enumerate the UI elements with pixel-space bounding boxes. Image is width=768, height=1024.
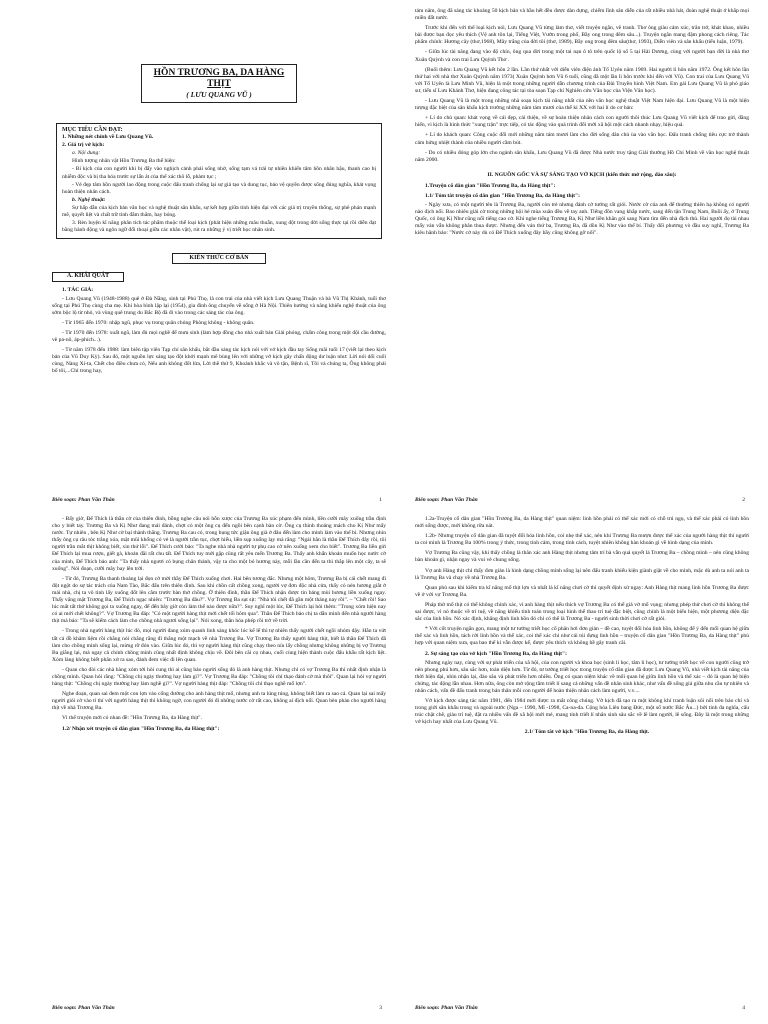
author-heading: 1. TÁC GIẢ: bbox=[62, 286, 94, 293]
paragraph: Trước khi đến với thể loại kịch nói, Lưu Quang Vũ từng làm thơ, viết truyện ngắn, vẽ tranh. Thơ ông giàu cảm xúc, trăn trở, khát khao, nhiều bài được bạn đọc yêu thích (Vệ anh tôn lại, Tiếng Việt, Vườn trong phố, Bầy ong trong đêm sâu...). Truyện ngắn mang đậm phong cách riêng. Tác phẩm chính: Hương cây (thơ,1968), Mây trắng của đời tôi (thơ, 1989), Bầy ong trong đêm sâu(thơ, 1993), Diễn viên và sân khấu (tiểu luận, 1979). bbox=[415, 25, 749, 46]
page-footer bbox=[52, 497, 386, 504]
paragraph: - Lưu Quang Vũ (1948-1988) quê ở Đà Nẵng, sinh tại Phú Thọ, là con trai của nhà viết kịch Lưu Quang Thuận và bà Vũ Thị Khánh, tuổi thơ sống tại Phú Thọ cùng cha mẹ. Khi hòa bình lập lại (1954), gia đình ông chuyển về sống ở Hà Nội. Thiên hướng và năng khiếu nghệ thuật của ông sớm bộc lộ từ nhỏ, và vùng quê trung du Bắc Bộ đã đi vào trong các sáng tác của ông. bbox=[52, 295, 386, 316]
subheading: 1.1/ Tóm tắt truyện cổ dân gian "Hồn Trương Ba, da Hàng thịt": bbox=[425, 192, 581, 199]
document-page-2 bbox=[415, 8, 749, 508]
section-box: KIẾN THỨC CƠ BẢN bbox=[172, 253, 266, 264]
paragraph: - Do có nhiều đóng góp lớn cho ngành sân khấu, Lưu Quang Vũ đã được Nhà nước truy tặng Giải thưởng Hồ Chí Minh về văn học nghệ thuật năm 2000. bbox=[415, 149, 749, 163]
paragraph: Vợ anh Hàng thịt chỉ thấy đơn giản là hình dạng chồng mình sống lại nên đấu tranh khiếu kiện giành giật về cho mình, mặc dù anh ta nói anh ta là Trương Ba và chạy về nhà Trương Ba. bbox=[415, 567, 749, 581]
subheading: 2. Sự sáng tạo của vở kịch "Hồn Trương Ba, da Hàng thịt": bbox=[425, 650, 567, 657]
paragraph: - Từ năm 1978 đến 1988: làm biên tập viên Tạp chí sân khấu, bắt đầu sáng tác kịch nói với vở kịch đầu tay Sống mãi tuổi 17 (viết lại theo kịch bản của Vũ Duy Kỳ). Sau đó, một nguồn lực sáng tạo đột khởi mạnh mẽ bùng lên với những vở kịch gây chấn động dư luận như: Lời nói dối cuối cùng, Nàng Xi-ta, Chết cho điều chưa có, Nếu anh không đốt lửa, Lời thề thứ 9, Khoảnh khắc và vô tận, Bệnh sĩ, Tôi và chúng ta, Ông không phải bố tôi,...Chỉ trong hay, bbox=[52, 347, 386, 375]
paragraph: - Từ 1965 đến 1970: nhập ngũ, phục vụ trong quân chủng Phòng không - không quân. bbox=[62, 319, 255, 326]
paragraph: - Lưu Quang Vũ là một trong những nhà soạn kịch tài năng nhất của nền văn học nghệ thuật Việt Nam hiện đại. Lưu Quang Vũ là một hiện tượng đặc biệt của sân khấu kịch trường những năm tám mươi của thế kỉ XX với hai lí do cơ bản: bbox=[415, 98, 749, 112]
objective-line: 3. Rèn luyện kĩ năng phân tích tác phẩm thuộc thể loại kịch (phát hiện những mâu thuẫn, xung đột trong đời sống thực tại rồi diễn đạt bằng hành động và ngôn ngữ đối thoại giữa các nhân vật), rút ra những ý vị triết học nhân sinh. bbox=[62, 220, 376, 234]
document-page-1 bbox=[52, 8, 386, 508]
paragraph: - Giữa lúc tài năng đang vào độ chín, ông qua đời trong một tai nạn ô tô trên quốc lộ số 5 tại Hải Dương, cùng với người bạn đời là nhà thơ Xuân Quỳnh và con trai Lưu Quỳnh Thơ . bbox=[415, 49, 749, 63]
document-author: ( LƯU QUANG VŨ ) bbox=[186, 90, 252, 99]
paragraph: tám năm, ông đã sáng tác khoảng 50 kịch bản và hầu hết đều được dàn dựng, chiếm lĩnh sân diễn của rất nhiều nhà hát, đoàn nghệ thuật ở khắp mọi miền đất nước. bbox=[415, 8, 749, 22]
objectives-heading: MỤC TIÊU CẦN ĐẠT: bbox=[62, 127, 123, 133]
document-title: HỒN TRƯƠNG BA, DA HÀNG THỊT bbox=[153, 68, 285, 89]
footer-author: Biên soạn: Phan Văn Thân bbox=[415, 1004, 478, 1011]
objectives-box bbox=[56, 123, 382, 239]
paragraph: Vì thế truyện mới có nhan đề: "Hồn Trương Ba, da Hàng thịt". bbox=[62, 715, 202, 722]
paragraph: Vợ Trương Ba cũng vậy, khi thấy chồng là thân xác anh Hàng thịt nhưng tâm trí bà vẫn quả quyết là Trương Ba – chồng mình – nên cũng không bàn khoản gì, nhận ngay và vui vẻ chung sống. bbox=[415, 550, 749, 564]
paragraph: Quan phủ sau khi kiểm tra kĩ năng mổ thịt lợn và nhất là kĩ năng chơi cờ thì quyết định xử ngay: Anh Hàng thịt mang linh hồn Trương Ba được về ở với vợ Trương Ba. bbox=[415, 584, 749, 598]
paragraph: - Bấy giờ, Đế Thích là thần cờ của thiên đình, bỗng nghe câu nói hỗn xược của Trương Ba xúc phạm đến mình, liền cưỡi mây xuống trần định cho y biết tay. Trương Ba và Kị Như đang mải đánh, chợt có một ông cụ đến ngồi bên cạnh bàn cờ. Ông cụ thình thoảng mách cho Kị Như mấy nước. Tự nhiên , bên Kị Như cờ bại thành thắng. Trương Ba cau có, trong bụng tức giận ông già ở đâu đến làm cho mình làm vào thế bí. Nhưng nhìn thấy ông cụ râu tóc trắng xóa, mặt mũi khống có vẻ là người trần tục, chợt hiểu, liền sụp xuống lạy mà rằng: "Ngài hẳn là thần Đế Thích đây rồi, tôi người trần mắt thịt không biết, xin thứ lỗi". Đế Thích cười bảo: "Ta nghe nhà nhà người tự phụ cao cờ nên xuống xem cho biết". Trương Ba liền gửi Đế Thích lại mua rượu, giết gà, khoản đãi rất chu tất. Đế Thích tuy mới gặp cũng rất yêu mến Trương Ba. Thấy anh khẩn khoản muốn học nước cờ của mình, Đế Thích bảo anh: "Ta thấy nhà ngươi có bụng chân thành, vậy ta cho một bó hương này, mỗi lần cần đến ta thì thắp lên một cây, ta sẽ xuống". Nói đoạn, cưỡi mây bay lên trời. bbox=[52, 516, 386, 572]
page-number: 3 bbox=[379, 1004, 382, 1011]
page-footer bbox=[415, 497, 749, 504]
paragraph: + Lí do chủ quan: khát vọng về cái đẹp, cái thiện, về sự hoàn thiện nhân cách con người thôi thúc Lưu Quang Vũ viết kịch để trao gửi, đằng hiến, vì kịch là hình thức "xung trận" trực tiếp, có tác động vào quá trình đổi mới xã hội một cách nhanh nhạy, hiệu quả. bbox=[415, 115, 749, 129]
paragraph: - Quan cho đòi các nhà hàng xóm tới hỏi cung thì ai cũng bảo người sống đó là anh hàng thịt. Nhưng chỉ có vợ Trương Ba thì nhất định nhận là chồng mình. Quan hỏi rằng: "Chồng chị ngày thường hay làm gì?". Vợ Trương Ba đáp: "Chồng tôi chỉ thạo đánh cờ mà thôi". Quan lại hỏi vợ người hàng thịt: "Chồng chị ngày thường hay làm nghề gì?". Vợ người hàng thịt đáp: "Chồng tôi chỉ thạo nghề mổ lợn". bbox=[52, 666, 386, 688]
paragraph: Nghe đoạn, quan sai đem một con lợn vào cống đường cho anh hàng thịt mổ, nhưng anh ta lúng túng, không biết làm ra sao cả. Quan lại sai mấy người giỏi cờ vào tỉ thí với người hàng thịt thì không ngờ, con người đó đi những nước cờ rất cao, không ai địch nổi. Quan bèn phán cho người hàng thịt về nhà Trương Ba. bbox=[52, 691, 386, 712]
page-footer bbox=[415, 1005, 749, 1012]
subheading: 1.Truyện cổ dân gian "Hồn Trương Ba, da Hàng thịt": bbox=[425, 182, 556, 189]
page-number: 2 bbox=[742, 496, 745, 503]
footer-author: Biên soạn: Phan Văn Thân bbox=[52, 496, 115, 503]
footer-author: Biên soạn: Phan Văn Thân bbox=[52, 1004, 115, 1011]
objective-line: a. Nội dung: bbox=[72, 150, 101, 157]
subheading: 1.2/ Nhận xét truyện cổ dân gian "Hồn Trương Ba, da Hàng thịt": bbox=[62, 725, 220, 732]
paragraph: 1.2b- Nhưng truyện cổ dân gian đã tuyệt đối hóa linh hồn, coi nhẹ thể xác, nên khi Trương Ba mượn được thể xác của người hàng thịt thì người ta coi mình là Trương Ba 100% trong ý thức, trong tình cảm, trong tính cách, tuyệt nhiên không hàn khoản gì về hình dạng của mình. bbox=[415, 533, 749, 547]
paragraph: (Buổi thêm: Lưu Quang Vũ kết hôn 2 lần. Lần thứ nhất với diễn viên điện ảnh Tố Uyên năm 1969. Hai người li hôn năm 1972. Ông kết hôn lần thứ hai với nhà thơ Xuân Quỳnh năm 1973( Xuân Quỳnh hơn Vũ 6 tuổi, cũng đã một lần li hôn trước khi đến với Vũ). Con trai của Lưu Quang Vũ với Tố Uyên là Lưu Minh Vũ, hiện là một trong những người dẫn chương trình của Đài Truyền hình Việt Nam. Em gái Lưu Quang Vũ là phó giáo sư, tiến sĩ Lưu Khánh Thơ, hiện đang công tác tại tòa soạn Tạp chí Nghiên cứu Văn học của Viện Văn học). bbox=[415, 66, 749, 94]
paragraph: + Lí do khách quan: Công cuộc đổi mới những năm tám mươi làm cho đời sống dân chủ ùa vào văn học. Đấu tranh chống tiêu cực trở thành cảm hứng nhiệt thành của nhiều người cầm bút. bbox=[415, 132, 749, 146]
objective-line: 1. Những nét chính về Lưu Quang Vũ. bbox=[62, 134, 154, 141]
section-ii-heading: II. NGUỒN GỐC VÀ SỰ SÁNG TẠO VỞ KỊCH (kiến thức mở rộng, đào sâu): bbox=[487, 171, 677, 178]
paragraph: 1.2a-Truyện cổ dân gian "Hồn Trương Ba, da Hàng thịt" quan niệm: linh hồn phải có thể xác mới có chỗ trú ngụ, và thể xác phải có linh hồn mới sống được, mới không rữa nát. bbox=[415, 516, 749, 530]
document-page-4 bbox=[415, 516, 749, 1016]
subheading: 2.1/ Tóm tắt vở kịch "Hồn Trương Ba, da Hàng thịt. bbox=[524, 729, 650, 736]
paragraph: Vở kịch được sáng tác năm 1981, đến 1984 mới được ra mắt công chúng. Vở kịch đã tạo ra một không khí tranh luận sôi nổi trên báo chí và trong giới sân khấu trong và ngoài nước (Nga – 1990, Mĩ -1998, Ca-na-đa. Cộng hòa Liên bang Đức, một số nước Bắc Âu...) bởi tính đa nghĩa, cấu trúc chặt chẽ, giàu trí tuệ, đặt ra nhiều vấn đề xã hội mới mẻ, mang tính triết lí nhân sinh sâu sắc về lẽ làm người, lẽ sống. Đây là một trong những vở kịch hay nhất của Lưu Quang Vũ. bbox=[415, 698, 749, 726]
page-number: 1 bbox=[379, 496, 382, 503]
objective-line: b. Nghệ thuật: bbox=[72, 196, 106, 203]
page-footer bbox=[52, 1005, 386, 1012]
title-box bbox=[141, 64, 297, 103]
objective-line: - Vẻ đẹp tâm hồn người lao động trong cuộc đấu tranh chống lại sự giả tạo và dung tục, bảo vệ quyền được sống đúng nghĩa, khát vọng hoàn thiện nhân cách. bbox=[62, 181, 376, 195]
paragraph: - Ngày xưa, có một người tên là Trương Ba, người còn trẻ nhưng đánh cờ tướng rất giỏi. Nước cờ của anh để thường thiên hạ không có người nào địch nổi. Bao nhiêu giải cờ trong những hội hè mùa xuân đều về tay anh. Tiếng đồn vang khắp nước, sang đến tận Trung Nam, Buồi ấy, ở Trung Quốc, có ông Kị Như cũng nổi tiếng cao cờ. Khi nghe tiếng Trương Ba, Kị Như liền khăn gói sang Nam tìm đến nhà địch thủ. Hai người đọ tài nhau mấy ván vẫn không phân thua được. Nhưng đến ván thứ ba, Trương Ba, đã dồn Kị Như vào thế bí. Thấy đối phương vò đầu suy nghĩ, Trương Ba kiêu hãnh bảo: "Nước cờ này dù có Đế Thích xuống đây bầy cũng không gỡ nổi". bbox=[415, 202, 749, 237]
paragraph: - Từ 1970 đến 1978: xuất ngũ, làm đủ mọi nghề để mưu sinh (làm hợp đồng cho nhà xuất bản Giải phóng, chấm công trong một đội cầu đường, vẽ pa-nô, áp-phích...). bbox=[52, 329, 386, 344]
objective-line: Hình tượng nhân vật Hồn Trương Ba thể hiện: bbox=[72, 158, 176, 165]
paragraph: - Từ đó, Trương Ba thanh thoảng lại đọn cờ mời thầy Đế Thích xuống chơi. Hai bên tương đắc. Nhưng một hôm, Trương Ba bị cái chết mang đi đột ngột do sự tác trách của Nam Tào, Bắc đẩu trên thiên đình. Sau khi chồn cất chồng xong, người vợ đơn độc nhà cửa, thấy có nén hương giắt ở mái nhà, chị ta vô tình lấy xuống đốt lên cắm trước bàn thờ chồng. Ở thiên đình, thần Đế Thích nhận được tin bảng mùi hương liền xuống ngay. Thấy vắng mặt Trương Ba, Đế Thích ngạc nhiên: "Trương Ba đâu?". Vợ Trương Ba sụt sịt: "Nhà tôi chết đã gần một tháng nay rồi". – "Chết rồi! Sao lúc mất tất thở không gọi ta xuống ngay, để đến bây giờ còn làm thế nào được nữa?". Suy nghĩ một lúc, Đế Thích lại hỏi thêm: "Trong xóm hiện nay có ai mới chết không?". Vợ Trương Ba đáp: "Có một người hàng thịt mới chết tối hôm qua". Thần Đế Thích bảo chị ta dẫn mình đến nhà người hàng thịt mà bảo: "Ta sẽ kiếm cách làm cho chồng nhà ngươi sống lại". Nói xong, thần hóa phép rồi trở về trời. bbox=[52, 575, 386, 625]
objective-line: Sự hấp dẫn của kịch bản văn học và nghệ thuật sân khấu, sự kết hợp giữa tính hiện đại với các giá trị truyền thống, sự phê phán mạnh mẽ, quyết liệt và chất trữ tình đằm thắm, hay bóng. bbox=[62, 204, 376, 219]
objective-line: 2. Giá trị vở kịch: bbox=[62, 142, 105, 149]
objective-line: - Bi kịch của con người khi bị đẩy vào nghịch cảnh phải sống nhờ, sống tạm vá trái tự nhiên khiến tâm hồn nhân hậu, thanh cao bị nhiễm độc và bị tha hóa trước sự lấn át của thể xác thô lỗ, phàm tục ; bbox=[62, 166, 376, 180]
page-number: 4 bbox=[742, 1004, 745, 1011]
paragraph: Nhưng ngày nay, cùng với sự phát triển của xã hội, của con người và khoa học (sinh lí học, tâm lí học), tư tưởng triết học về con người cũng trở nên phong phú hơn, sâu sắc hơn, toàn diện hơn. Từ đó, tư tưởng triết học trong truyện cổ dân gian đã được Lưu Quang Vũ, nhà viết kịch tài năng của thời hiện đại, nhìn nhận lại, đào sâu và phát triển hơn nhiều. Ông có quan niệm khác về mối quan hệ giữa linh hồn và thể xác – đó là quan hệ biện chứng, tác động lẫn nhau. Hơn nữa, ông còn mở rộng tầm triết lí sang cả những vấn đề nhân sinh khác, như vấn đề sống giả giữa nhu cầu tự nhiên và nhân cách, vấn đề đấu tranh trong bản thân mỗi con người để hoàn thiện nhân cách làm người, v.v.... bbox=[415, 659, 749, 694]
section-a-label: A. KHÁI QUÁT bbox=[52, 272, 124, 281]
paragraph: Pháp thử mổ thịt có thể không chính xác, vì anh hàng thịt nếu thích vợ Trương Ba có thể giả vờ mổ vụng; nhưng phép thử chơi cờ thì không thể sai được, vì nó thuộc về trí tuệ, về năng khiếu tinh toán trong loại hình thể thao trí tuệ đặc biệt, cũng chính là một biểu hiện, một phương diện đặc sắc của linh hồn. Nó xác định, khẳng định linh hồn đó chỉ có thể là Trương Ba - người sinh thời chơi cờ rất giỏi. bbox=[415, 601, 749, 623]
paragraph: * Với cốt truyện ngắn gọn, mang một tư tưởng triết học cổ phân hơi đơn giản – đề cao, tuyệt đối hóa linh hồn, không để ý đến mối quan hệ giữa thể xác và linh hồn, tách rời linh hồn và thể xác, coi thể xác chỉ như cái túi đựng linh hồn – truyện cổ dân gian "Hồn Trương Ba, da Hàng thịt" phù hợp với quan niệm xưa, qua bao thế kỉ vẫn được kể, được yêu thích và không hề gây tranh cãi. bbox=[415, 626, 749, 647]
document-page-3 bbox=[52, 516, 386, 1016]
footer-author: Biên soạn: Phan Văn Thân bbox=[415, 496, 478, 503]
paragraph: - Trong nhà người hàng thịt lúc đó, mọi người đang xúm quanh linh sàng khóc lóc kể lể thì tự nhiên thấy người chết ngồi nhóm dậy. Hắn ta vứt tất cả đồ khâm liệm rồi chẳng nói chẳng rằng đi thẳng một mạch về nhà Trương Ba. Vợ Trương Ba thấy người hàng thịt, biết là thần Đế Thích đã làm cho chồng mình sống lại, mừng rỡ đón vào. Giữa lúc đó, thì vợ người hàng thịt cũng chạy theo níu lấy chồng nhưng không những bị vợ Trương Ba giằng lại, mà ngay cả chính chồng mình cũng nhất định không chịu về. Đôi bên cãi cọ nhau, cuối cùng hiện thành cuộc đấu khẩu rất kịch liệt. Xóm làng không biết phân xử ra sao, đành đem việc đi lên quan. bbox=[52, 628, 386, 663]
